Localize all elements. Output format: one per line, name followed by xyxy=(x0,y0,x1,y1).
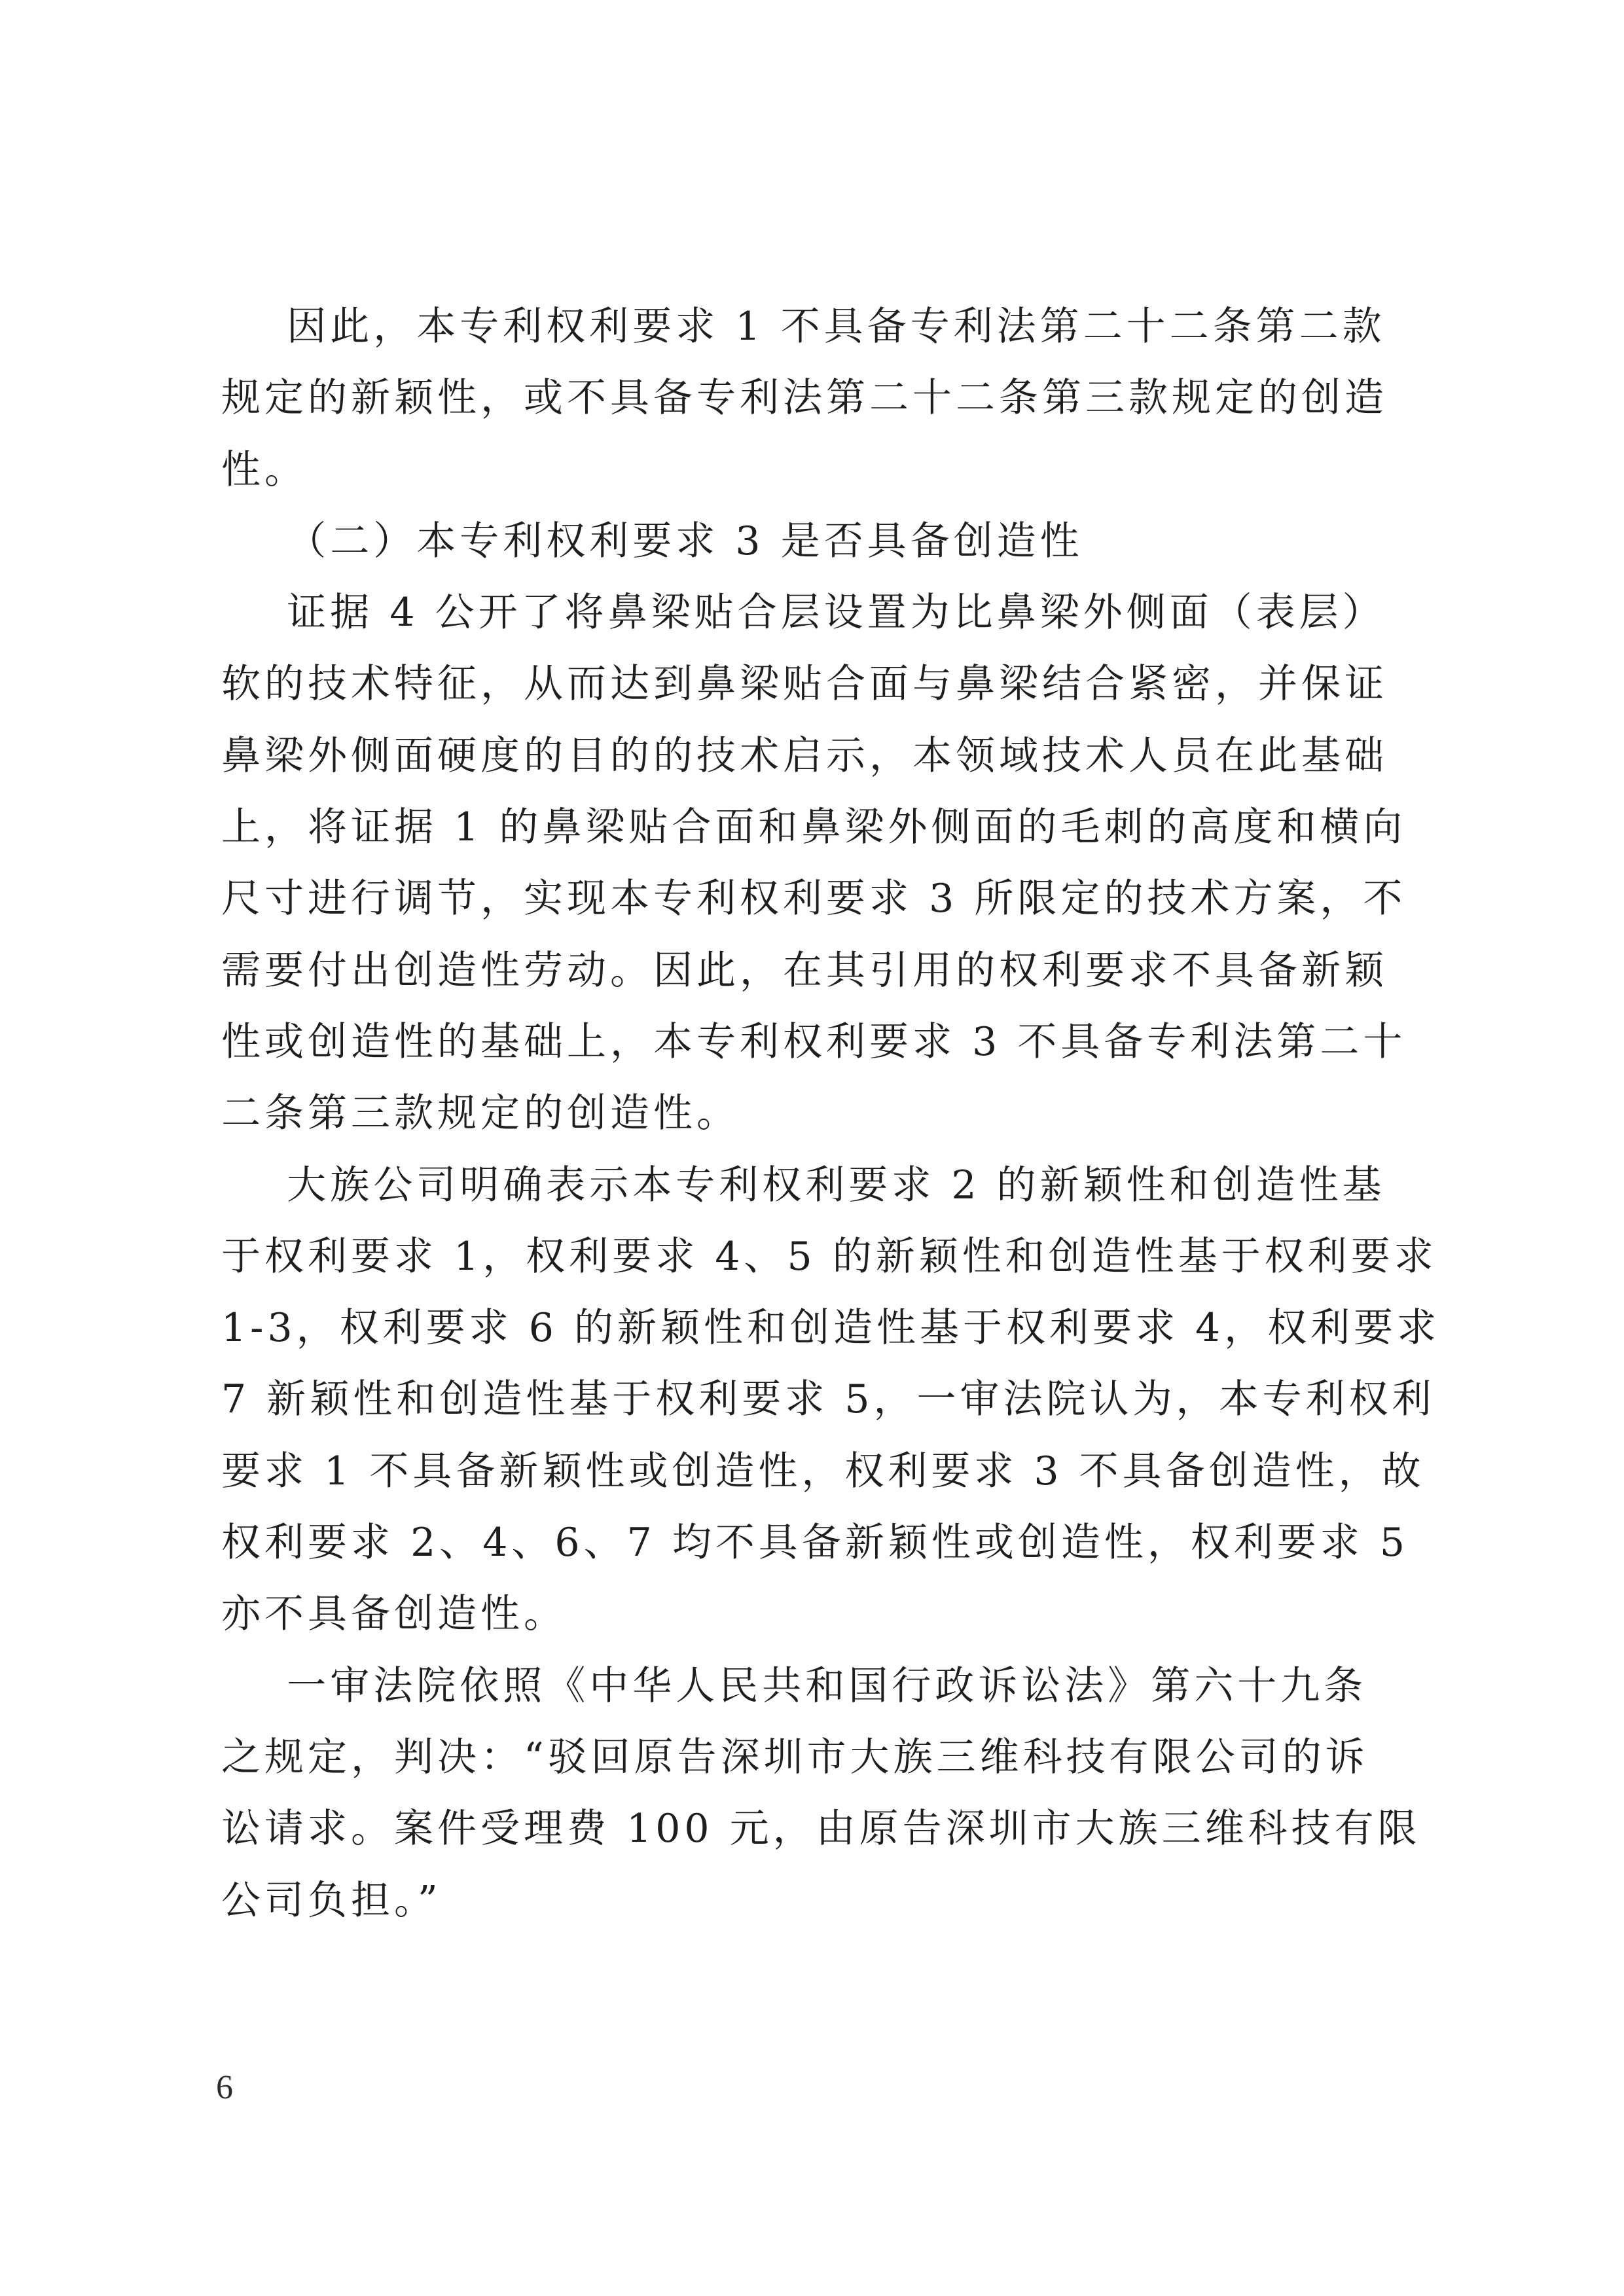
text-line: 亦不具备创造性。 xyxy=(221,1591,567,1638)
text-line: 于权利要求 1，权利要求 4、5 的新颖性和创造性基于权利要求 xyxy=(221,1233,1437,1280)
text-line: 7 新颖性和创造性基于权利要求 5，一审法院认为，本专利权利 xyxy=(221,1376,1435,1423)
text-line: 规定的新颖性，或不具备专利法第二十二条第三款规定的创造 xyxy=(221,375,1388,422)
document-body xyxy=(221,291,1441,1937)
text-line: 公司负担。” xyxy=(221,1877,442,1924)
text-line: 性或创造性的基础上，本专利权利要求 3 不具备专利法第二十 xyxy=(221,1018,1407,1065)
text-line: 之规定，判决：“驳回原告深圳市大族三维科技有限公司的诉 xyxy=(221,1734,1369,1780)
text-line: 要求 1 不具备新颖性或创造性，权利要求 3 不具备创造性，故 xyxy=(221,1448,1425,1494)
text-line: 上，将证据 1 的鼻梁贴合面和鼻梁外侧面的毛刺的高度和横向 xyxy=(221,804,1407,851)
text-line: 一审法院依照《中华人民共和国行政诉讼法》第六十九条 xyxy=(221,1662,1367,1709)
text-line: 讼请求。案件受理费 100 元，由原告深圳市大族三维科技有限 xyxy=(221,1806,1421,1852)
text-line: 证据 4 公开了将鼻梁贴合层设置为比鼻梁外侧面（表层） xyxy=(221,590,1386,636)
text-line: 大族公司明确表示本专利权利要求 2 的新颖性和创造性基 xyxy=(221,1162,1386,1208)
text-line: 需要付出创造性劳动。因此，在其引用的权利要求不具备新颖 xyxy=(221,947,1388,994)
text-line: 1-3，权利要求 6 的新颖性和创造性基于权利要求 4，权利要求 xyxy=(221,1305,1441,1352)
section-heading: （二）本专利权利要求 3 是否具备创造性 xyxy=(221,518,1083,564)
text-line: 因此，本专利权利要求 1 不具备专利法第二十二条第二款 xyxy=(221,304,1386,350)
text-line: 软的技术特征，从而达到鼻梁贴合面与鼻梁结合紧密，并保证 xyxy=(221,661,1388,708)
text-line: 权利要求 2、4、6、7 均不具备新颖性或创造性，权利要求 5 xyxy=(221,1520,1409,1566)
text-line: 鼻梁外侧面硬度的目的的技术启示，本领域技术人员在此基础 xyxy=(221,732,1388,779)
text-line: 性。 xyxy=(221,446,308,493)
text-line: 二条第三款规定的创造性。 xyxy=(221,1090,740,1137)
page-number: 6 xyxy=(216,2069,233,2106)
text-line: 尺寸进行调节，实现本专利权利要求 3 所限定的技术方案，不 xyxy=(221,876,1407,922)
